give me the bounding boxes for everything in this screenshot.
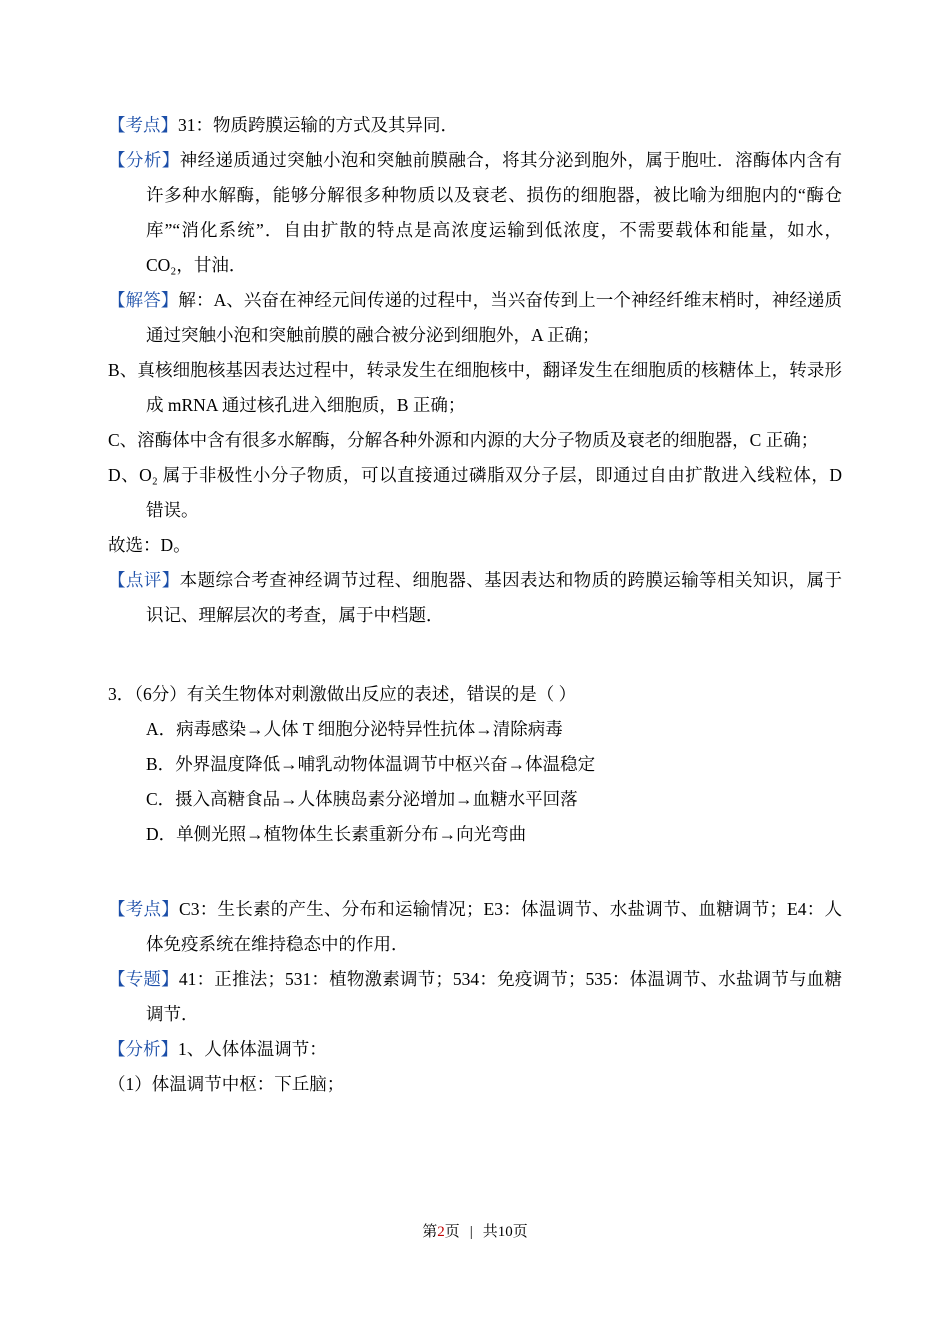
footer-total-label: 共 — [482, 1224, 498, 1240]
kaodian-text: C3：生长素的产生、分布和运输情况；E3：体温调节、水盐调节、血糖调节；E4：人体免疫系统在维持稳态中的作用． — [146, 899, 842, 954]
zhuanti-tag: 【专题】 — [108, 969, 179, 989]
question-3-score: （6分） — [134, 684, 187, 704]
jieda-answer: 故选：D。 — [108, 535, 191, 555]
fenxi-line-prev — [108, 143, 842, 283]
fenxi-text: 神经递质通过突触小泡和突触前膜融合，将其分泌到胞外，属于胞吐．溶酶体内含有许多种水解酶，能够分解很多种物质以及衰老、损伤的细胞器，被比喻为细胞内的“酶仓库”“消化系统”．自由扩散的特点是高浓度运输到低浓度，不需要载体和能量，如水，CO₂，甘油． — [146, 150, 843, 275]
question-3-option-c: C．摄入高糖食品→人体胰岛素分泌增加→血糖水平回落 — [146, 789, 578, 809]
page-footer — [0, 1220, 950, 1241]
question-3 — [108, 677, 842, 852]
question-3-stem: 有关生物体对刺激做出反应的表述，错误的是（ ） — [186, 684, 577, 704]
zhuanti-line-q3 — [108, 962, 842, 1032]
question-3-number: 3． — [108, 684, 135, 704]
footer-total-unit: 页 — [512, 1224, 528, 1240]
fenxi-item-1: （1）体温调节中枢：下丘脑； — [108, 1074, 345, 1094]
kaodian-tag: 【考点】 — [108, 115, 178, 135]
kaodian-text: 31：物质跨膜运输的方式及其异同． — [178, 115, 458, 135]
question-3-stem-line — [108, 677, 842, 712]
footer-page-number: 2 — [437, 1224, 445, 1240]
question-3-solution — [108, 892, 842, 1102]
question-3-option-d: D．单侧光照→植物体生长素重新分布→向光弯曲 — [146, 824, 527, 844]
jieda-option-c: C、溶酶体中含有很多水解酶，分解各种外源和内源的大分子物质及衰老的细胞器，C 正确； — [108, 430, 819, 450]
jieda-option-d: D、O₂ 属于非极性小分子物质，可以直接通过磷脂双分子层，即通过自由扩散进入线粒体，D 错误。 — [108, 465, 842, 520]
fenxi-tag: 【分析】 — [108, 150, 180, 170]
fenxi-text: 1、人体体温调节： — [178, 1039, 327, 1059]
fenxi-tag: 【分析】 — [108, 1039, 178, 1059]
question-3-option-a: A．病毒感染→人体 T 细胞分泌特异性抗体→清除病毒 — [146, 719, 563, 739]
kaodian-line-prev — [108, 108, 842, 143]
jieda-option-b: B、真核细胞核基因表达过程中，转录发生在细胞核中，翻译发生在细胞质的核糖体上，转录形成 mRNA 通过核孔进入细胞质，B 正确； — [108, 360, 842, 415]
dianping-tag: 【点评】 — [108, 570, 180, 590]
jieda-line-prev — [108, 283, 842, 353]
jieda-tag: 【解答】 — [108, 290, 179, 310]
footer-total-number: 10 — [497, 1224, 513, 1240]
kaodian-line-q3 — [108, 892, 842, 962]
jieda-lead-text: 解：A、兴奋在神经元间传递的过程中，当兴奋传到上一个神经纤维末梢时，神经递质通过突触小泡和突触前膜的融合被分泌到细胞外，A 正确； — [146, 290, 843, 345]
dianping-line-prev — [108, 563, 842, 633]
footer-page-label: 第 — [422, 1224, 438, 1240]
footer-page-unit: 页 — [444, 1224, 460, 1240]
footer-separator: | — [469, 1224, 473, 1240]
question-3-option-b: B．外界温度降低→哺乳动物体温调节中枢兴奋→体温稳定 — [146, 754, 596, 774]
fenxi-line-q3 — [108, 1032, 842, 1067]
kaodian-tag: 【考点】 — [108, 899, 180, 919]
dianping-text: 本题综合考查神经调节过程、细胞器、基因表达和物质的跨膜运输等相关知识，属于识记、理解层次的考查，属于中档题． — [146, 570, 843, 625]
zhuanti-text: 41：正推法；531：植物激素调节；534：免疫调节；535：体温调节、水盐调节与血糖调节． — [146, 969, 843, 1024]
